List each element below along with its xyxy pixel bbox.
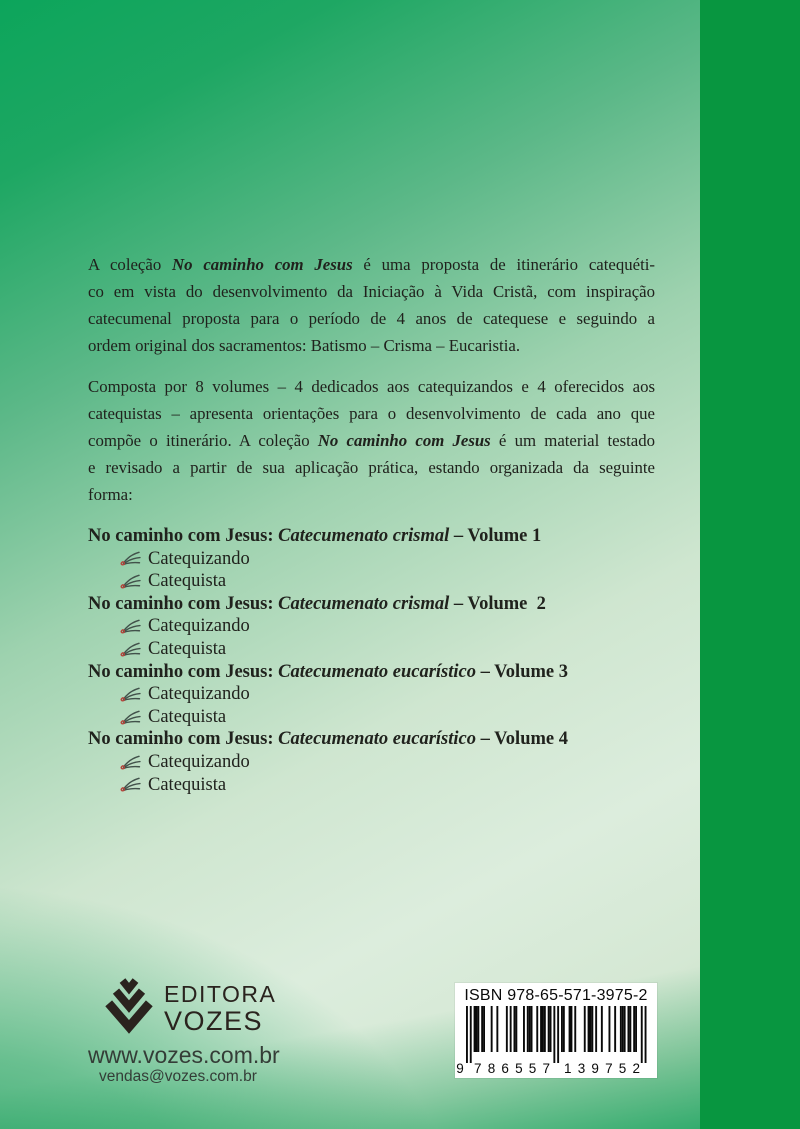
website-url: www.vozes.com.br bbox=[88, 1042, 280, 1068]
sprig-leaf-icon bbox=[119, 709, 142, 726]
vozes-diamond-v-icon bbox=[103, 977, 155, 1041]
volume-item bbox=[88, 615, 655, 638]
volume-title: No caminho com Jesus: Catecumenato eucarístico – Volume 4 bbox=[88, 729, 568, 750]
right-edge-band bbox=[700, 0, 800, 1129]
barcode-digits-left: 786557 bbox=[474, 1061, 550, 1076]
barcode-lead-digit: 9 bbox=[456, 1061, 464, 1076]
volume-title: No caminho com Jesus: Catecumenato eucarístico – Volume 3 bbox=[88, 661, 568, 682]
volume-title: No caminho com Jesus: Catecumenato crismal – Volume 2 bbox=[88, 593, 546, 614]
paragraph-line: ordem original dos sacramentos: Batismo – Crisma – Eucaristia. bbox=[88, 336, 521, 355]
barcode-digits-right: 139752 bbox=[564, 1061, 640, 1076]
paragraph-line: catequistas – apresenta orientações para o desenvolvimento de cada ano que bbox=[88, 404, 655, 423]
sprig-leaf-icon bbox=[119, 641, 142, 658]
sprig-leaf-icon bbox=[119, 550, 142, 567]
volume-list bbox=[88, 525, 655, 796]
volume-item bbox=[88, 774, 655, 797]
publisher-logo bbox=[103, 977, 276, 1041]
volume-title: No caminho com Jesus: Catecumenato crismal – Volume 1 bbox=[88, 526, 542, 546]
volume-item-label: Catequizando bbox=[148, 684, 250, 705]
volume-item bbox=[88, 570, 655, 593]
sprig-leaf-icon bbox=[119, 618, 142, 635]
volume-item-label: Catequista bbox=[148, 571, 227, 592]
sprig-leaf-icon bbox=[119, 754, 142, 771]
publisher-name-line1: EDITORA bbox=[164, 981, 277, 1007]
paragraph-line: e revisado a partir de sua aplicação prática, estando organizada da seguinte bbox=[88, 458, 655, 477]
paragraph-line: forma: bbox=[88, 485, 133, 504]
paragraph-line: compõe o itinerário. A coleção No caminho com Jesus é um material testado bbox=[88, 431, 655, 450]
sprig-leaf-icon bbox=[119, 686, 142, 703]
volume-item-label: Catequizando bbox=[148, 616, 250, 637]
volume-item bbox=[88, 548, 655, 571]
volume-item bbox=[88, 638, 655, 661]
publisher-name-line2: VOZES bbox=[164, 1005, 264, 1036]
paragraph-line: catecumenal proposta para o período de 4 anos de catequese e seguindo a bbox=[88, 309, 655, 328]
paragraph-line: A coleção No caminho com Jesus é uma proposta de itinerário catequéti- bbox=[88, 255, 655, 274]
paragraphs bbox=[88, 251, 655, 508]
email-address: vendas@vozes.com.br bbox=[99, 1068, 257, 1085]
isbn-label: ISBN 978-65-571-3975-2 bbox=[464, 987, 648, 1004]
volume-item bbox=[88, 683, 655, 706]
isbn-box bbox=[455, 983, 657, 1078]
ean13-barcode bbox=[456, 1006, 656, 1076]
volume-item-label: Catequizando bbox=[148, 751, 250, 772]
volume-item-label: Catequizando bbox=[148, 548, 250, 569]
publisher-name bbox=[164, 977, 276, 1036]
paragraph bbox=[88, 251, 655, 359]
volume-item bbox=[88, 751, 655, 774]
back-cover-text bbox=[88, 251, 655, 796]
volume-item-label: Catequista bbox=[148, 638, 227, 659]
paragraph-line: co em vista do desenvolvimento da Iniciação à Vida Cristã, com inspiração bbox=[88, 282, 655, 301]
volume-item bbox=[88, 706, 655, 729]
volume-item-label: Catequista bbox=[148, 706, 227, 727]
sprig-leaf-icon bbox=[119, 776, 142, 793]
paragraph bbox=[88, 373, 655, 508]
paragraph-line: Composta por 8 volumes – 4 dedicados aos catequizandos e 4 oferecidos aos bbox=[88, 377, 655, 396]
volume-item-label: Catequista bbox=[148, 774, 227, 795]
sprig-leaf-icon bbox=[119, 573, 142, 590]
